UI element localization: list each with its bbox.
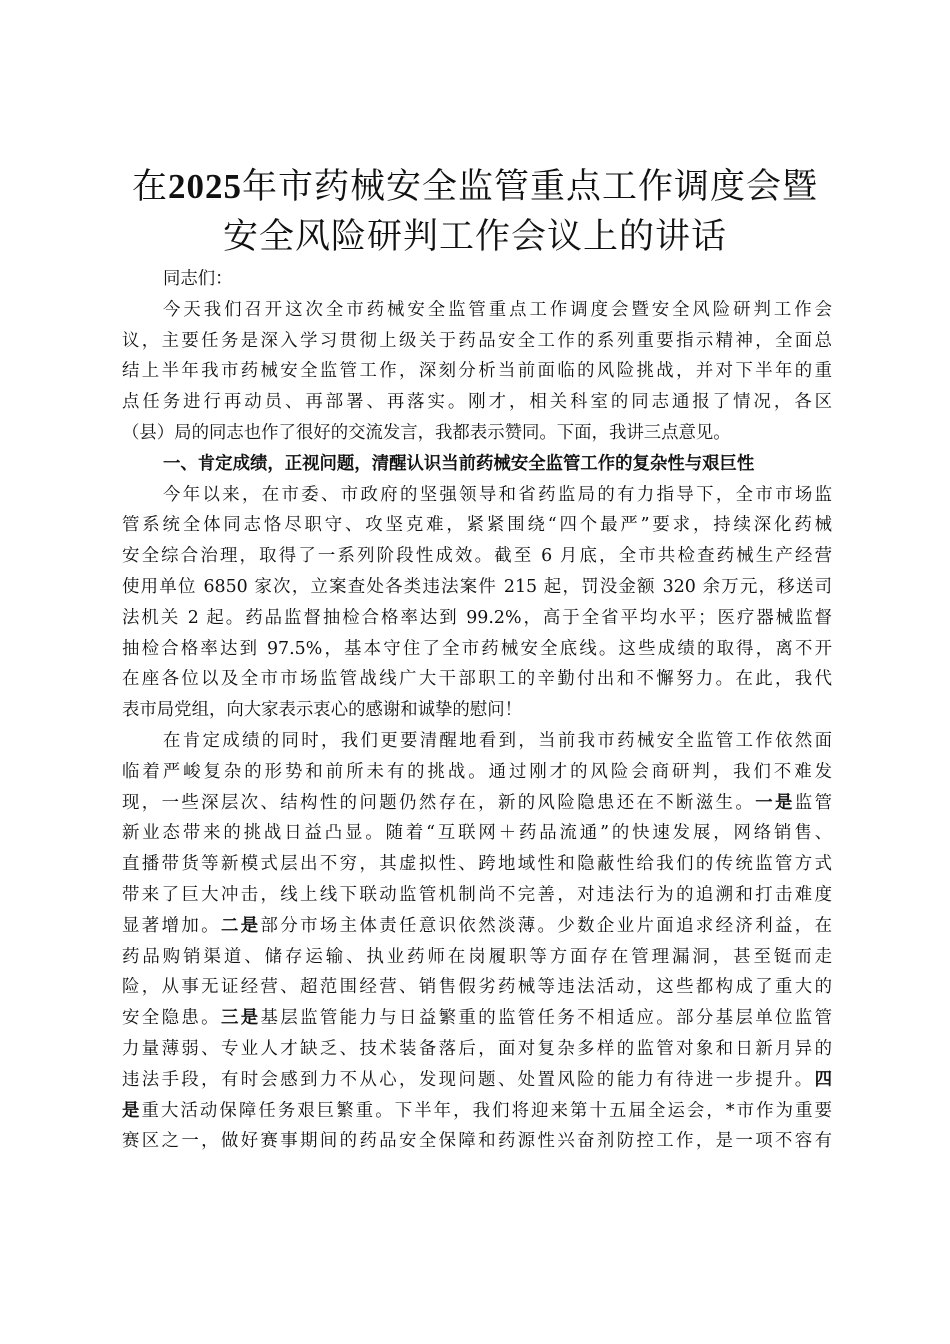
paragraph-line: 临着严峻复杂的形势和前所未有的挑战。通过刚才的风险会商研判，我们不难发	[122, 761, 832, 782]
paragraph-line: 结上半年我市药械安全监管工作，深刻分析当前面临的风险挑战，并对下半年的重	[122, 361, 832, 382]
paragraph-line: 带来了巨大冲击，线上线下联动监管机制尚不完善，对违法行为的追溯和打击难度	[122, 884, 832, 905]
paragraph-opening	[122, 295, 832, 449]
paragraph-line: 赛区之一，做好赛事期间的药品安全保障和药源性兴奋剂防控工作，是一项不容有	[122, 1131, 832, 1152]
paragraph-achievements	[122, 480, 832, 726]
section-heading-1: 一、肯定成绩，正视问题，清醒认识当前药械安全监管工作的复杂性与艰巨性	[163, 453, 755, 474]
paragraph-line: 是重大活动保障任务艰巨繁重。下半年，我们将迎来第十五届全运会，*市作为重要	[122, 1100, 832, 1121]
paragraph-line: 违法手段，有时会感到力不从心，发现问题、处置风险的能力有待进一步提升。四	[122, 1069, 832, 1090]
paragraph-line: 使用单位 6850 家次，立案查处各类违法案件 215 起，罚没金额 320 余万元，移送司	[122, 576, 832, 597]
point-marker-4a: 四	[814, 1069, 832, 1090]
paragraph-line: 在座各位以及全市市场监管战线广大干部职工的辛勤付出和不懈努力。在此，我代	[122, 669, 832, 690]
document-body	[122, 264, 832, 1157]
title-line-1: 在2025年市药械安全监管重点工作调度会暨	[131, 167, 819, 207]
paragraph-line: 安全综合治理，取得了一系列阶段性成效。截至 6 月底，全市共检查药械生产经营	[122, 546, 832, 567]
paragraph-line: 法机关 2 起。药品监督抽检合格率达到 99.2%，高于全省平均水平；医疗器械监督	[122, 607, 832, 628]
paragraph-line: 新业态带来的挑战日益凸显。随着“互联网＋药品流通”的快速发展，网络销售、	[122, 823, 832, 844]
paragraph-line: 显著增加。二是部分市场主体责任意识依然淡薄。少数企业片面追求经济利益，在	[122, 915, 832, 936]
document-title	[110, 162, 840, 262]
point-marker-2: 二是	[220, 915, 261, 936]
paragraph-line: 议，主要任务是深入学习贯彻上级关于药品安全工作的系列重要指示精神，全面总	[122, 330, 832, 351]
paragraph-line: （县）局的同志也作了很好的交流发言，我都表示赞同。下面，我讲三点意见。	[122, 422, 731, 443]
point-marker-1: 一是	[755, 792, 795, 813]
point-marker-4b: 是	[122, 1100, 142, 1121]
title-year: 2025	[168, 167, 242, 206]
paragraph-line: 点任务进行再动员、再部署、再落实。刚才，相关科室的同志通报了情况，各区	[122, 392, 832, 413]
paragraph-line: 管系统全体同志恪尽职守、攻坚克难，紧紧围绕“四个最严”要求，持续深化药械	[122, 515, 832, 536]
salutation: 同志们：	[163, 269, 233, 289]
paragraph-line: 直播带货等新模式层出不穷，其虚拟性、跨地域性和隐蔽性给我们的传统监管方式	[122, 854, 832, 875]
paragraph-line: 力量薄弱、专业人才缺乏、技术装备落后，面对复杂多样的监管对象和日新月异的	[122, 1038, 832, 1059]
paragraph-line: 今天我们召开这次全市药械安全监管重点工作调度会暨安全风险研判工作会	[163, 299, 832, 320]
paragraph-line: 药品购销渠道、储存运输、执业药师在岗履职等方面存在管理漏洞，甚至铤而走	[122, 946, 832, 967]
paragraph-line: 在肯定成绩的同时，我们更要清醒地看到，当前我市药械安全监管工作依然面	[163, 730, 832, 751]
paragraph-line: 险，从事无证经营、超范围经营、销售假劣药械等违法活动，这些都构成了重大的	[122, 977, 832, 998]
paragraph-line: 抽检合格率达到 97.5%，基本守住了全市药械安全底线。这些成绩的取得，离不开	[122, 638, 832, 659]
paragraph-line: 现，一些深层次、结构性的问题仍然存在，新的风险隐患还在不断滋生。一是监管	[122, 792, 832, 813]
paragraph-line: 表市局党组，向大家表示衷心的感谢和诚挚的慰问！	[122, 700, 522, 721]
paragraph-line: 今年以来，在市委、市政府的坚强领导和省药监局的有力指导下，全市市场监	[163, 484, 832, 505]
paragraph-challenges	[122, 726, 832, 1157]
point-marker-3: 三是	[220, 1008, 261, 1029]
paragraph-line: 安全隐患。三是基层监管能力与日益繁重的监管任务不相适应。部分基层单位监管	[122, 1008, 832, 1029]
title-line-2: 安全风险研判工作会议上的讲话	[222, 217, 727, 257]
